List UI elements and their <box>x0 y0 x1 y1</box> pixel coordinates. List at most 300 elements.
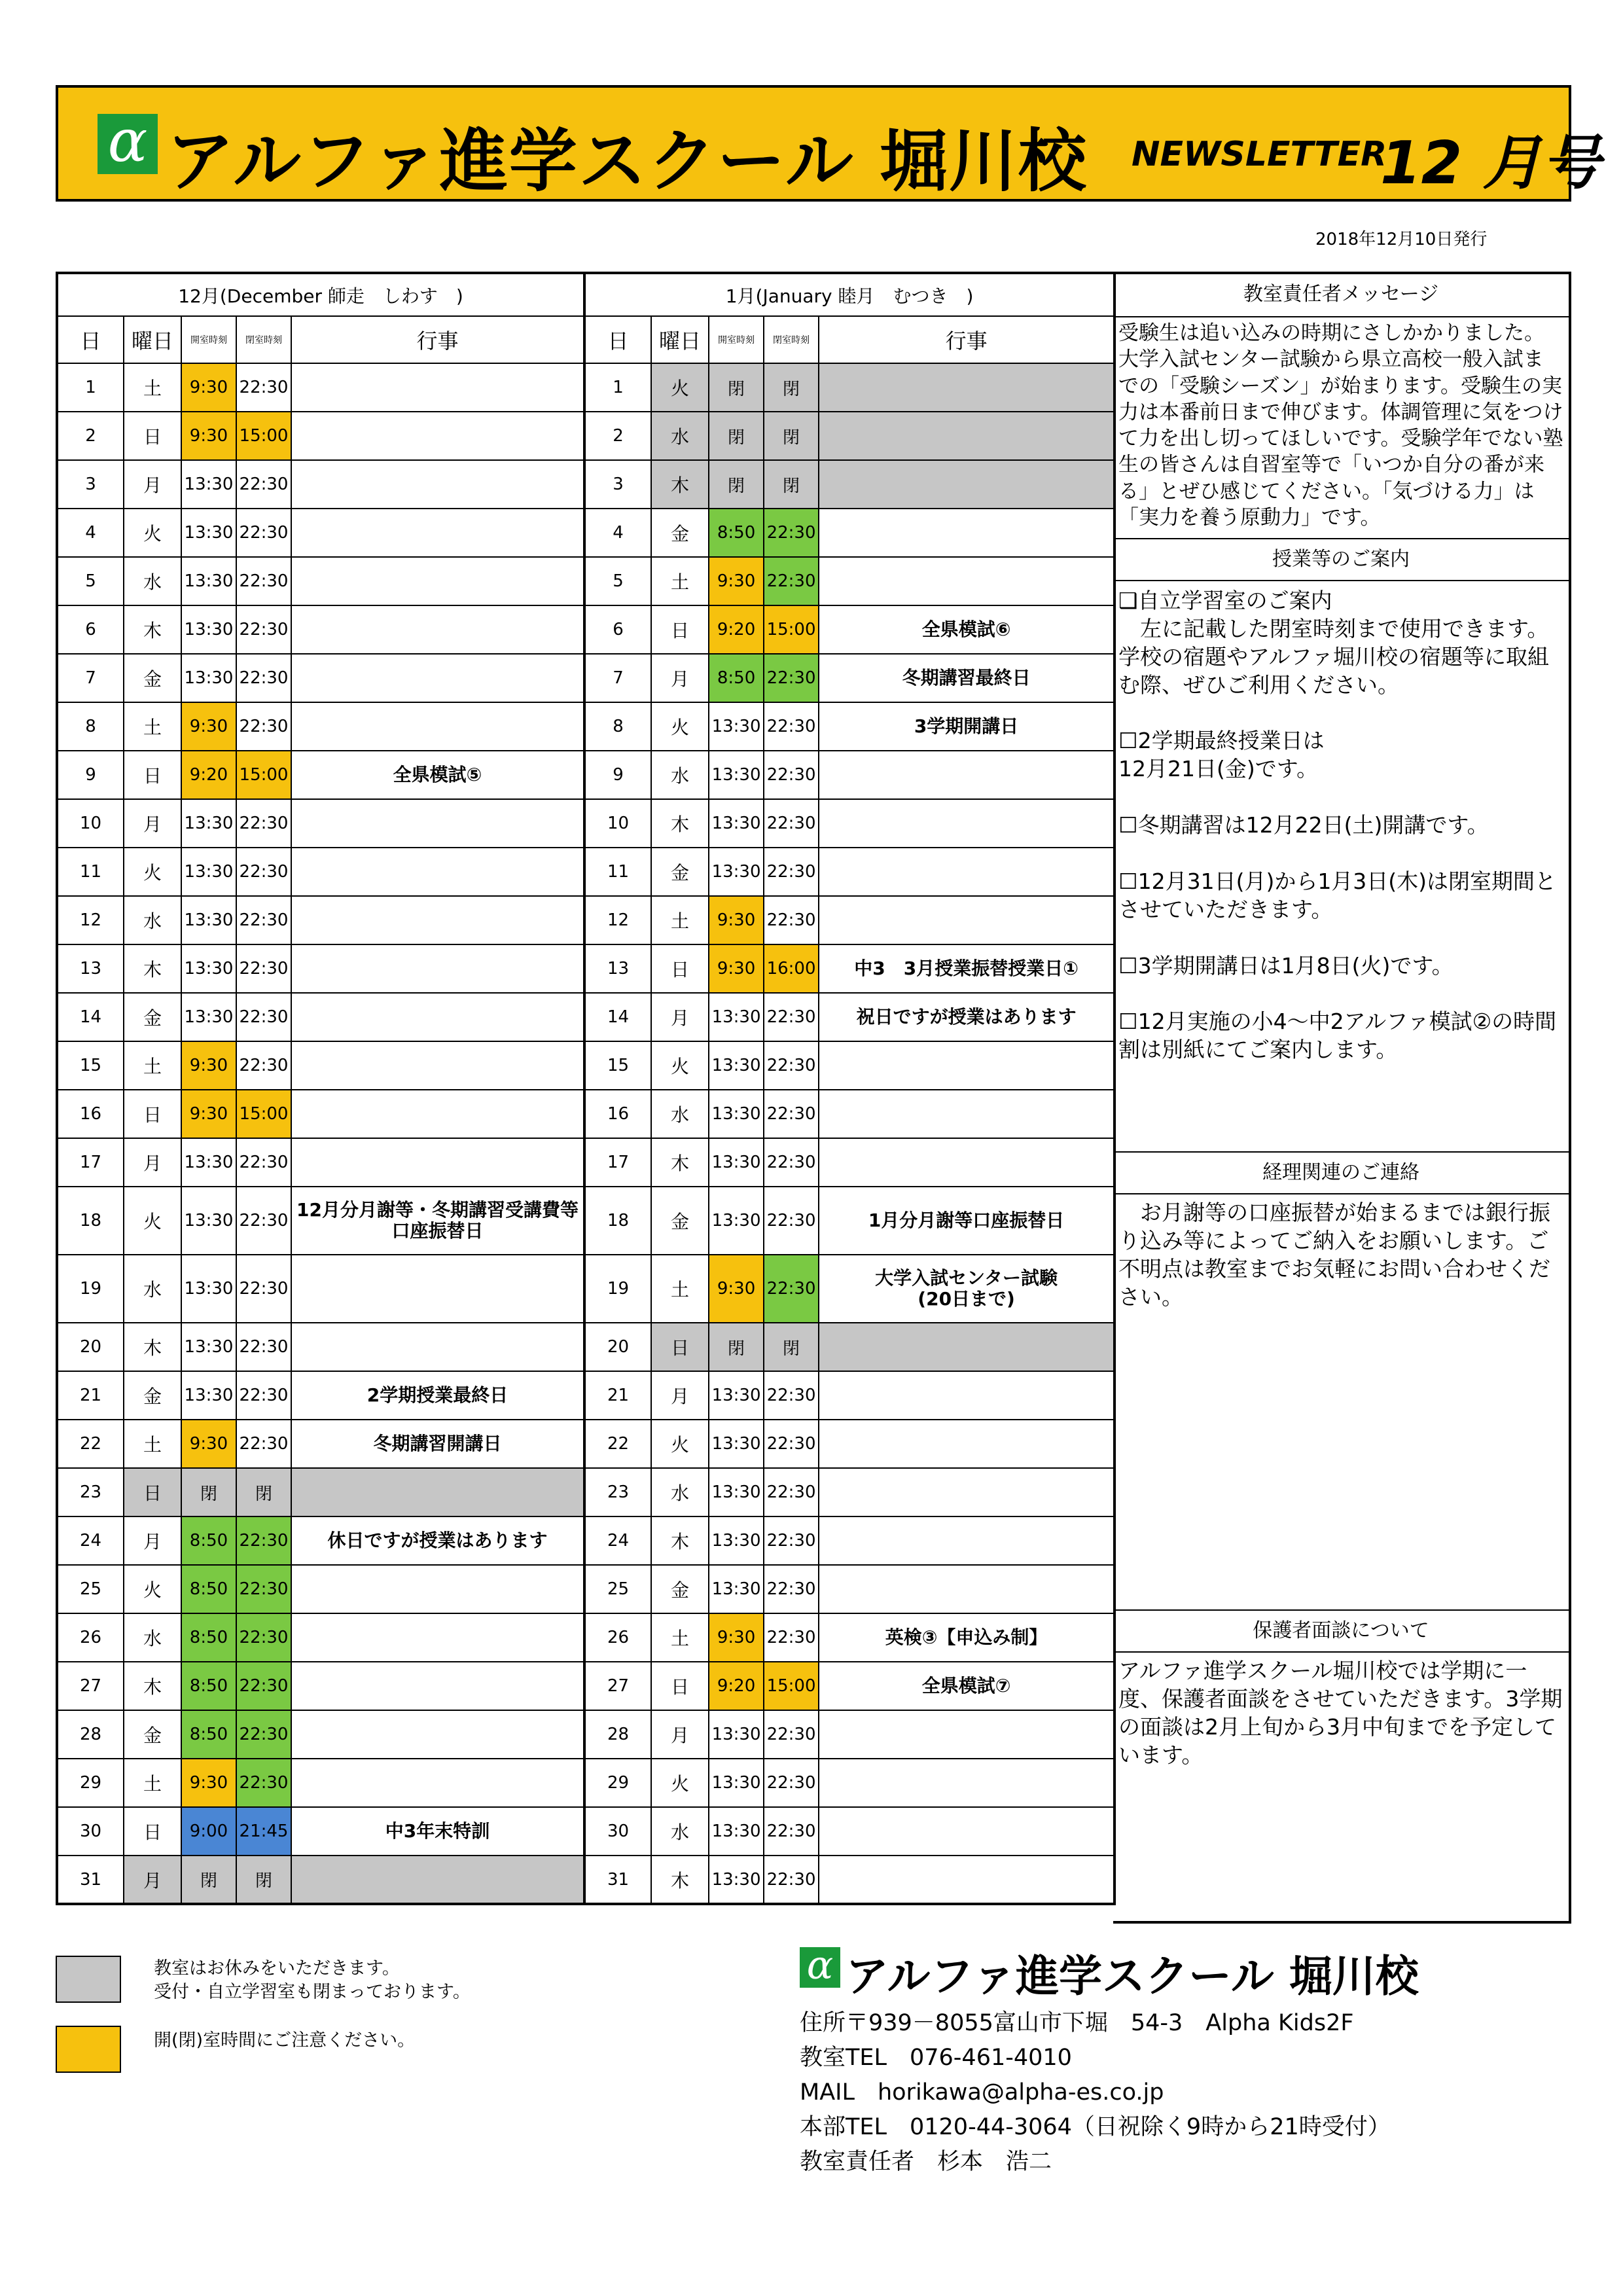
close-time-cell: 閉 <box>764 363 819 412</box>
calendar-row <box>57 1041 1115 1090</box>
close-time-cell: 22:30 <box>764 799 819 848</box>
footer-contact: 住所〒939－8055富山市下堀 54-3 Alpha Kids2F 教室TEL 076-461-4010 MAIL horikawa@alpha-es.co.jp 本部TEL 0120-44-3064（日祝除く9時から21時受付） 教室責任者 杉本 浩二 <box>800 2010 1391 2175</box>
finance-body: お月謝等の口座振替が始まるまでは銀行振り込み等によってご納入をお願いします。ご不明点は教室までお気軽にお問い合わせください。 <box>1118 1200 1550 1310</box>
day-cell: 5 <box>584 557 651 605</box>
close-time-cell: 22:30 <box>236 1613 291 1662</box>
event-cell <box>291 1710 584 1759</box>
day-cell: 11 <box>584 848 651 896</box>
close-time-cell: 22:30 <box>236 363 291 412</box>
day-cell: 30 <box>57 1807 124 1856</box>
close-time-cell: 22:30 <box>764 1807 819 1856</box>
open-time-cell: 13:30 <box>181 896 236 944</box>
calendar-row <box>57 751 1115 799</box>
open-time-cell: 9:30 <box>181 1090 236 1138</box>
calendar-row <box>57 1187 1115 1255</box>
open-time-cell: 13:30 <box>181 944 236 993</box>
event-cell <box>291 1090 584 1138</box>
day-cell: 18 <box>584 1187 651 1255</box>
january-header: 1月(January 睦月 むつき ) <box>584 273 1115 316</box>
close-time-cell: 閉 <box>236 1856 291 1904</box>
dow-cell: 水 <box>651 751 709 799</box>
close-time-cell: 22:30 <box>236 1420 291 1468</box>
day-cell: 20 <box>57 1323 124 1371</box>
close-time-cell: 22:30 <box>236 1710 291 1759</box>
day-cell: 16 <box>584 1090 651 1138</box>
open-time-cell: 13:30 <box>181 605 236 654</box>
dow-cell: 金 <box>651 848 709 896</box>
calendar-row <box>57 1323 1115 1371</box>
dow-cell: 土 <box>651 557 709 605</box>
close-time-cell: 22:30 <box>236 1255 291 1323</box>
col-close: 閉室時刻 <box>764 316 819 363</box>
close-time-cell: 22:30 <box>764 1090 819 1138</box>
dow-cell: 月 <box>651 993 709 1041</box>
event-cell: 中3 3月授業振替授業日① <box>819 944 1115 993</box>
dow-cell: 火 <box>124 1565 181 1613</box>
open-time-cell: 9:30 <box>181 702 236 751</box>
open-time-cell: 13:30 <box>181 1371 236 1420</box>
open-time-cell: 13:30 <box>709 799 764 848</box>
close-time-cell: 閉 <box>764 1323 819 1371</box>
event-cell: 3学期開講日 <box>819 702 1115 751</box>
dow-cell: 日 <box>651 1662 709 1710</box>
dow-cell: 水 <box>651 412 709 460</box>
calendar-row <box>57 896 1115 944</box>
day-cell: 7 <box>57 654 124 702</box>
close-time-cell: 21:45 <box>236 1807 291 1856</box>
open-time-cell: 13:30 <box>181 1138 236 1187</box>
close-time-cell: 22:30 <box>764 751 819 799</box>
calendar-row <box>57 1255 1115 1323</box>
calendar-row <box>57 654 1115 702</box>
close-time-cell: 22:30 <box>236 557 291 605</box>
open-time-cell: 8:50 <box>181 1613 236 1662</box>
col-day: 日 <box>584 316 651 363</box>
day-cell: 28 <box>584 1710 651 1759</box>
day-cell: 22 <box>584 1420 651 1468</box>
event-cell <box>291 944 584 993</box>
dow-cell: 水 <box>651 1468 709 1516</box>
close-time-cell: 22:30 <box>236 605 291 654</box>
event-cell <box>819 1041 1115 1090</box>
dow-cell: 日 <box>124 412 181 460</box>
open-time-cell: 9:30 <box>181 1041 236 1090</box>
dow-cell: 木 <box>651 1138 709 1187</box>
class-info-body: ❑自立学習室のご案内 左に記載した閉室時刻まで使用できます。学校の宿題やアルファ堀川校の宿題等に取組む際、ぜひご利用ください。 ☐2学期最終授業日は 12月21日(金)です。 ☐冬期講習は12月22日(土)開講です。 ☐12月31日(月)から1月3日(木)は閉室期間とさせていただきます。 ☐3学期開講日は1月8日(火)です。 ☐12月実施の小4～中2アルファ模試②の時間割は別紙にてご案内します。 <box>1118 588 1557 1063</box>
dow-cell: 火 <box>124 509 181 557</box>
event-cell <box>291 363 584 412</box>
class-info-title: 授業等のご案内 <box>1113 538 1569 581</box>
close-time-cell: 22:30 <box>764 1371 819 1420</box>
month-issue: 12 月号 <box>1380 129 1601 198</box>
event-cell <box>291 1323 584 1371</box>
close-time-cell: 22:30 <box>236 1759 291 1807</box>
december-header: 12月(December 師走 しわす ) <box>57 273 584 316</box>
day-cell: 1 <box>584 363 651 412</box>
close-time-cell: 15:00 <box>236 1090 291 1138</box>
dow-cell: 土 <box>124 1759 181 1807</box>
close-time-cell: 22:30 <box>764 1856 819 1904</box>
dow-cell: 金 <box>124 993 181 1041</box>
day-cell: 11 <box>57 848 124 896</box>
issue-date: 2018年12月10日発行 <box>1315 230 1488 249</box>
calendar-row <box>57 1090 1115 1138</box>
event-cell <box>291 1565 584 1613</box>
open-time-cell: 13:30 <box>709 1565 764 1613</box>
close-time-cell: 22:30 <box>764 993 819 1041</box>
legend-hours-swatch <box>56 2026 121 2073</box>
dow-cell: 月 <box>124 1516 181 1565</box>
day-cell: 23 <box>57 1468 124 1516</box>
dow-cell: 火 <box>651 702 709 751</box>
close-time-cell: 閉 <box>764 412 819 460</box>
open-time-cell: 8:50 <box>181 1565 236 1613</box>
calendar-row <box>57 557 1115 605</box>
day-cell: 23 <box>584 1468 651 1516</box>
finance-title: 経理関連のご連絡 <box>1113 1151 1569 1194</box>
col-day: 日 <box>57 316 124 363</box>
event-cell <box>819 509 1115 557</box>
open-time-cell: 8:50 <box>181 1662 236 1710</box>
close-time-cell: 22:30 <box>764 1138 819 1187</box>
dow-cell: 火 <box>651 1759 709 1807</box>
dow-cell: 水 <box>651 1090 709 1138</box>
day-cell: 8 <box>57 702 124 751</box>
day-cell: 15 <box>584 1041 651 1090</box>
event-cell: 2学期授業最終日 <box>291 1371 584 1420</box>
newsletter-label: NEWSLETTER <box>1132 135 1387 174</box>
open-time-cell: 8:50 <box>181 1710 236 1759</box>
open-time-cell: 9:30 <box>709 557 764 605</box>
col-open: 開室時刻 <box>709 316 764 363</box>
calendar-row <box>57 1468 1115 1516</box>
close-time-cell: 22:30 <box>236 1187 291 1255</box>
event-cell: 中3年末特訓 <box>291 1807 584 1856</box>
close-time-cell: 22:30 <box>236 1516 291 1565</box>
day-cell: 21 <box>584 1371 651 1420</box>
open-time-cell: 13:30 <box>709 702 764 751</box>
event-cell <box>291 1468 584 1516</box>
calendar-row <box>57 1371 1115 1420</box>
dow-cell: 金 <box>651 1565 709 1613</box>
day-cell: 19 <box>57 1255 124 1323</box>
dow-cell: 火 <box>124 848 181 896</box>
open-time-cell: 13:30 <box>709 1420 764 1468</box>
close-time-cell: 22:30 <box>236 1371 291 1420</box>
day-cell: 6 <box>57 605 124 654</box>
event-cell <box>291 702 584 751</box>
message-body: 受験生は追い込みの時期にさしかかりました。大学入試センター試験から県立高校一般入試までの「受験シーズン」が始まります。受験生の実力は本番前日まで伸びます。体調管理に気をつけて力を出し切ってほしいです。受験学年でない塾生の皆さんは自習室等で「いつか自分の番が来る」とぜひ感じてください。「気づける力」は「実力を養う原動力」です。 <box>1118 321 1563 530</box>
event-cell <box>291 1255 584 1323</box>
close-time-cell: 15:00 <box>764 1662 819 1710</box>
close-time-cell: 22:30 <box>236 1662 291 1710</box>
open-time-cell: 13:30 <box>181 460 236 509</box>
dow-cell: 金 <box>124 1710 181 1759</box>
dow-cell: 日 <box>124 1090 181 1138</box>
open-time-cell: 13:30 <box>709 848 764 896</box>
newsletter-header <box>56 85 1601 202</box>
dow-cell: 土 <box>651 1255 709 1323</box>
event-cell <box>291 1138 584 1187</box>
day-cell: 4 <box>584 509 651 557</box>
open-time-cell: 9:20 <box>709 605 764 654</box>
col-close: 閉室時刻 <box>236 316 291 363</box>
open-time-cell: 13:30 <box>709 993 764 1041</box>
dow-cell: 木 <box>651 1856 709 1904</box>
open-time-cell: 9:30 <box>181 1759 236 1807</box>
calendar-row <box>57 1807 1115 1856</box>
open-time-cell: 8:50 <box>709 509 764 557</box>
open-time-cell: 9:30 <box>709 896 764 944</box>
event-cell <box>819 412 1115 460</box>
close-time-cell: 22:30 <box>764 1255 819 1323</box>
dow-cell: 土 <box>124 363 181 412</box>
event-cell <box>291 654 584 702</box>
legend-closed-text: 教室はお休みをいただきます。 受付・自立学習室も閉まっております。 <box>154 1958 471 2003</box>
calendar-row <box>57 605 1115 654</box>
event-cell <box>291 799 584 848</box>
dow-cell: 木 <box>651 799 709 848</box>
day-cell: 26 <box>57 1613 124 1662</box>
open-time-cell: 9:30 <box>181 412 236 460</box>
dow-cell: 月 <box>124 799 181 848</box>
open-time-cell: 13:30 <box>709 1187 764 1255</box>
dow-cell: 日 <box>124 751 181 799</box>
open-time-cell: 閉 <box>709 460 764 509</box>
dow-cell: 月 <box>124 460 181 509</box>
day-cell: 28 <box>57 1710 124 1759</box>
event-cell <box>819 1516 1115 1565</box>
open-time-cell: 13:30 <box>709 1138 764 1187</box>
open-time-cell: 9:30 <box>181 1420 236 1468</box>
event-cell <box>819 751 1115 799</box>
close-time-cell: 22:30 <box>236 1323 291 1371</box>
close-time-cell: 22:30 <box>236 896 291 944</box>
close-time-cell: 22:30 <box>236 654 291 702</box>
event-cell <box>819 1565 1115 1613</box>
day-cell: 27 <box>57 1662 124 1710</box>
event-cell <box>819 557 1115 605</box>
close-time-cell: 15:00 <box>236 412 291 460</box>
col-open: 開室時刻 <box>181 316 236 363</box>
dow-cell: 金 <box>124 654 181 702</box>
event-cell <box>819 1090 1115 1138</box>
close-time-cell: 15:00 <box>236 751 291 799</box>
calendar-row <box>57 412 1115 460</box>
calendar-row <box>57 1856 1115 1904</box>
calendar-row <box>57 1613 1115 1662</box>
open-time-cell: 9:00 <box>181 1807 236 1856</box>
close-time-cell: 15:00 <box>764 605 819 654</box>
day-cell: 31 <box>57 1856 124 1904</box>
event-cell <box>291 1856 584 1904</box>
calendar-row <box>57 1759 1115 1807</box>
close-time-cell: 22:30 <box>764 1041 819 1090</box>
open-time-cell: 13:30 <box>709 1516 764 1565</box>
dow-cell: 火 <box>124 1187 181 1255</box>
close-time-cell: 22:30 <box>764 1613 819 1662</box>
calendar-row <box>57 1138 1115 1187</box>
close-time-cell: 22:30 <box>764 1187 819 1255</box>
close-time-cell: 22:30 <box>764 557 819 605</box>
open-time-cell: 9:30 <box>709 1255 764 1323</box>
event-cell <box>291 460 584 509</box>
open-time-cell: 13:30 <box>181 799 236 848</box>
event-cell: 休日ですが授業はあります <box>291 1516 584 1565</box>
open-time-cell: 13:30 <box>709 1371 764 1420</box>
open-time-cell: 13:30 <box>181 557 236 605</box>
day-cell: 16 <box>57 1090 124 1138</box>
day-cell: 15 <box>57 1041 124 1090</box>
event-cell <box>819 1710 1115 1759</box>
day-cell: 2 <box>584 412 651 460</box>
event-cell <box>291 557 584 605</box>
dow-cell: 火 <box>651 1041 709 1090</box>
open-time-cell: 閉 <box>181 1468 236 1516</box>
close-time-cell: 22:30 <box>236 1138 291 1187</box>
close-time-cell: 22:30 <box>764 702 819 751</box>
dow-cell: 水 <box>124 896 181 944</box>
event-cell: 12月分月謝等・冬期講習受講費等口座振替日 <box>291 1187 584 1255</box>
day-cell: 5 <box>57 557 124 605</box>
open-time-cell: 13:30 <box>709 1710 764 1759</box>
close-time-cell: 22:30 <box>764 654 819 702</box>
event-cell: 祝日ですが授業はあります <box>819 993 1115 1041</box>
event-cell <box>819 460 1115 509</box>
school-name: アルファ進学スクール 堀川校 <box>166 121 1088 201</box>
day-cell: 25 <box>57 1565 124 1613</box>
event-cell: 英検③【申込み制】 <box>819 1613 1115 1662</box>
alpha-logo-icon: α <box>98 114 158 174</box>
dow-cell: 土 <box>124 1420 181 1468</box>
day-cell: 10 <box>57 799 124 848</box>
open-time-cell: 9:30 <box>709 1613 764 1662</box>
dow-cell: 木 <box>124 605 181 654</box>
calendar-row <box>57 702 1115 751</box>
calendar-row <box>57 1662 1115 1710</box>
dow-cell: 火 <box>651 1420 709 1468</box>
calendar-row <box>57 993 1115 1041</box>
close-time-cell: 22:30 <box>764 509 819 557</box>
close-time-cell: 22:30 <box>764 1565 819 1613</box>
event-cell <box>819 1759 1115 1807</box>
close-time-cell: 22:30 <box>764 1710 819 1759</box>
day-cell: 18 <box>57 1187 124 1255</box>
event-cell <box>819 1807 1115 1856</box>
open-time-cell: 閉 <box>709 1323 764 1371</box>
col-dow: 曜日 <box>651 316 709 363</box>
open-time-cell: 9:30 <box>709 944 764 993</box>
close-time-cell: 22:30 <box>236 509 291 557</box>
event-cell <box>291 993 584 1041</box>
dow-cell: 金 <box>651 1187 709 1255</box>
dow-cell: 水 <box>124 1255 181 1323</box>
dow-cell: 月 <box>651 1710 709 1759</box>
day-cell: 30 <box>584 1807 651 1856</box>
day-cell: 9 <box>584 751 651 799</box>
day-cell: 26 <box>584 1613 651 1662</box>
day-cell: 29 <box>57 1759 124 1807</box>
dow-cell: 月 <box>124 1856 181 1904</box>
event-cell: 全県模試⑤ <box>291 751 584 799</box>
open-time-cell: 13:30 <box>709 751 764 799</box>
calendar-row <box>57 799 1115 848</box>
day-cell: 17 <box>57 1138 124 1187</box>
legend-hours-text: 開(閉)室時間にご注意ください。 <box>154 2030 416 2051</box>
close-time-cell: 22:30 <box>764 1759 819 1807</box>
event-cell <box>291 1759 584 1807</box>
col-event: 行事 <box>819 316 1115 363</box>
dow-cell: 月 <box>651 1371 709 1420</box>
event-cell: 全県模試⑥ <box>819 605 1115 654</box>
open-time-cell: 9:30 <box>181 363 236 412</box>
event-cell: 1月分月謝等口座振替日 <box>819 1187 1115 1255</box>
calendar-row <box>57 1710 1115 1759</box>
dow-cell: 日 <box>124 1807 181 1856</box>
event-cell <box>819 896 1115 944</box>
day-cell: 31 <box>584 1856 651 1904</box>
dow-cell: 木 <box>124 1323 181 1371</box>
event-cell <box>291 1613 584 1662</box>
close-time-cell: 閉 <box>764 460 819 509</box>
col-event: 行事 <box>291 316 584 363</box>
legend-closed-swatch <box>56 1956 121 2003</box>
day-cell: 10 <box>584 799 651 848</box>
close-time-cell: 22:30 <box>764 896 819 944</box>
dow-cell: 水 <box>124 557 181 605</box>
day-cell: 27 <box>584 1662 651 1710</box>
day-cell: 17 <box>584 1138 651 1187</box>
day-cell: 7 <box>584 654 651 702</box>
dow-cell: 木 <box>124 1662 181 1710</box>
calendar-row <box>57 460 1115 509</box>
event-cell <box>291 1041 584 1090</box>
open-time-cell: 閉 <box>709 412 764 460</box>
open-time-cell: 13:30 <box>181 1255 236 1323</box>
open-time-cell: 9:20 <box>709 1662 764 1710</box>
open-time-cell: 13:30 <box>181 1187 236 1255</box>
calendar-body <box>57 363 1115 1904</box>
close-time-cell: 22:30 <box>764 1516 819 1565</box>
dow-cell: 月 <box>651 654 709 702</box>
calendar-row <box>57 1420 1115 1468</box>
open-time-cell: 13:30 <box>181 654 236 702</box>
open-time-cell: 8:50 <box>709 654 764 702</box>
close-time-cell: 22:30 <box>236 944 291 993</box>
day-cell: 24 <box>584 1516 651 1565</box>
dow-cell: 水 <box>651 1807 709 1856</box>
event-cell <box>819 848 1115 896</box>
day-cell: 4 <box>57 509 124 557</box>
close-time-cell: 22:30 <box>236 848 291 896</box>
close-time-cell: 22:30 <box>764 1468 819 1516</box>
open-time-cell: 閉 <box>181 1856 236 1904</box>
calendar-row <box>57 363 1115 412</box>
day-cell: 14 <box>584 993 651 1041</box>
dow-cell: 火 <box>651 363 709 412</box>
event-cell: 冬期講習開講日 <box>291 1420 584 1468</box>
calendar-row <box>57 1516 1115 1565</box>
dow-cell: 日 <box>651 944 709 993</box>
event-cell <box>291 1662 584 1710</box>
close-time-cell: 22:30 <box>236 799 291 848</box>
day-cell: 13 <box>584 944 651 993</box>
dow-cell: 日 <box>651 605 709 654</box>
event-cell <box>819 363 1115 412</box>
day-cell: 21 <box>57 1371 124 1420</box>
event-cell: 大学入試センター試験 (20日まで) <box>819 1255 1115 1323</box>
dow-cell: 土 <box>651 896 709 944</box>
